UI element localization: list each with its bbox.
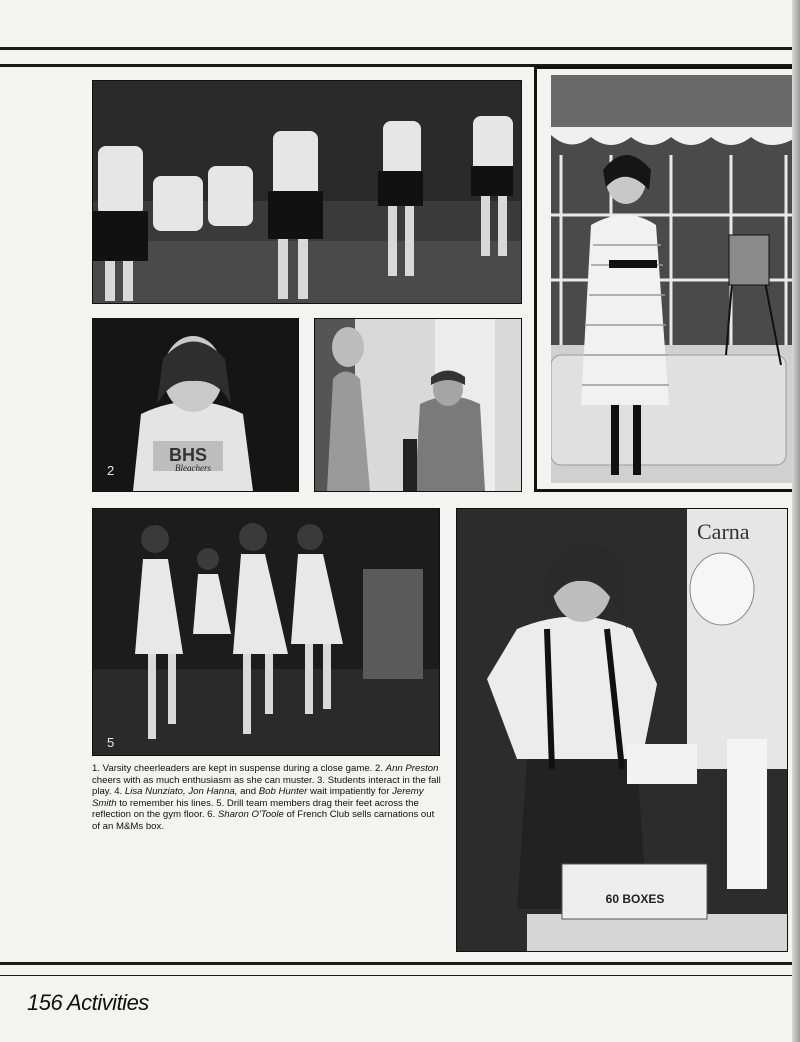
box-text: 60 BOXES: [605, 892, 665, 906]
photo-number-2: 2: [107, 463, 115, 478]
caption-name: Bob Hunter: [258, 786, 308, 798]
caption-text: 1. Varsity cheerleaders are kept in suspense during a close game. 2.: [92, 763, 386, 774]
caption-text: wait impatiently for: [307, 786, 393, 798]
caption-name: Ann Preston: [385, 763, 439, 774]
bottom-rule-thin: [0, 975, 800, 976]
photo-ann-preston: [92, 318, 299, 492]
photo-drill-team: [92, 508, 440, 756]
photo-cheerleaders: [92, 80, 522, 304]
caption-text: to remember his lines. 5. Drill team members drag their feet across the reflection on the gym floor. 6.: [92, 797, 419, 821]
caption-text: cheers with as much enthusiasm as she can muster. 3. Students interact in the fall play. 4.: [92, 774, 441, 798]
caption-name: Sharon O'Toole: [217, 809, 284, 821]
poster-text: Carna: [697, 519, 750, 544]
sweatshirt-text: BHS: [168, 445, 208, 465]
caption-name: Jeremy Smith: [92, 786, 424, 809]
photo-carnation-sale: [456, 508, 788, 952]
bottom-rule: [0, 962, 800, 965]
caption-text: and: [237, 786, 259, 798]
caption-name: Lisa Nunziato, Jon Hanna,: [124, 786, 238, 798]
caption-text: of French Club sells carnations out of an M&Ms box.: [92, 809, 435, 832]
photo-students-waiting: [314, 318, 522, 492]
top-rule: [0, 47, 800, 50]
sweatshirt-subtext: Bleachers: [175, 463, 211, 473]
photo-number-5: 5: [107, 735, 115, 750]
page-folio: 156 Activities: [27, 990, 149, 1015]
page-edge-shadow: [792, 0, 800, 1042]
photo-caption: [92, 763, 442, 833]
photo-fall-play: [551, 75, 797, 483]
photo-frame-fall-play: [534, 66, 800, 492]
